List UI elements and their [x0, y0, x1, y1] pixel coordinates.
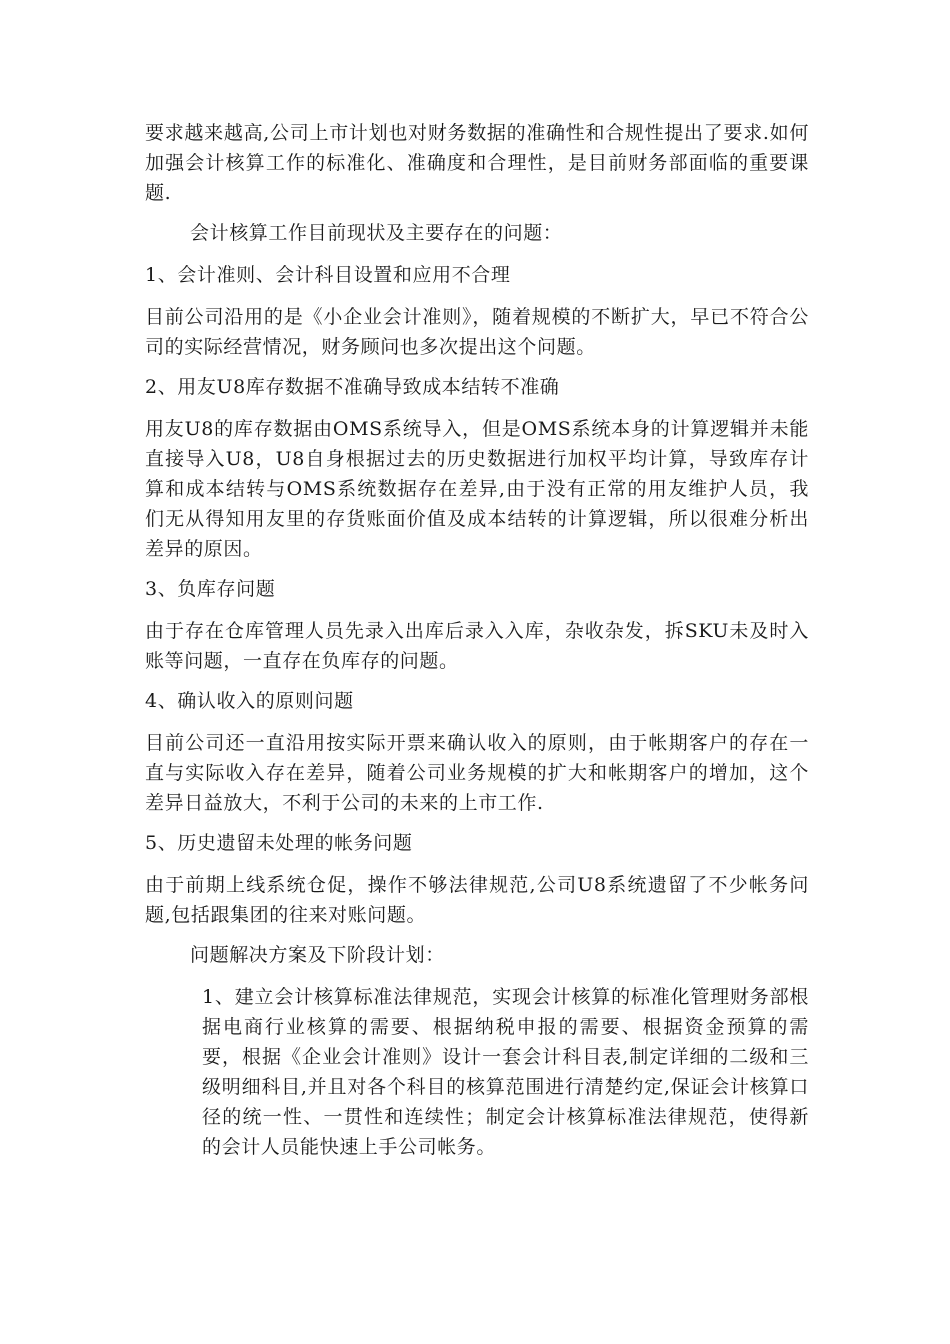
problem-2-title: 2、用友U8库存数据不准确导致成本结转不准确: [145, 376, 560, 398]
problem-3-body: 由于存在仓库管理人员先录入出库后录入入库，杂收杂发，拆SKU未及时入账等问题，一直存在负库存的问题。: [145, 620, 809, 672]
problem-4-title: 4、确认收入的原则问题: [145, 690, 354, 712]
problem-5-title: 5、历史遗留未处理的帐务问题: [145, 832, 413, 854]
problem-3-title: 3、负库存问题: [145, 578, 276, 600]
problem-2-body: 用友U8的库存数据由OMS系统导入，但是OMS系统本身的计算逻辑并未能直接导入U8，U8自身根据过去的历史数据进行加权平均计算，导致库存计算和成本结转与OMS系统数据存在差异,由于没有正常的用友维护人员，我们无从得知用友里的存货账面价值及成本结转的计算逻辑，所以很难分析出差异的原因。: [145, 418, 809, 560]
intro-paragraph: 要求越来越高,公司上市计划也对财务数据的准确性和合规性提出了要求.如何加强会计核算工作的标准化、准确度和合理性，是目前财务部面临的重要课题.: [145, 122, 809, 204]
plan-heading: 问题解决方案及下阶段计划：: [190, 944, 445, 966]
problem-5-body: 由于前期上线系统仓促，操作不够法律规范,公司U8系统遗留了不少帐务问题,包括跟集团的往来对账问题。: [145, 874, 809, 926]
problem-1-title: 1、会计准则、会计科目设置和应用不合理: [145, 264, 511, 286]
problem-1-body: 目前公司沿用的是《小企业会计准则》，随着规模的不断扩大，早已不符合公司的实际经营情况，财务顾问也多次提出这个问题。: [145, 306, 809, 358]
document-page: [145, 118, 809, 1172]
problem-4-body: 目前公司还一直沿用按实际开票来确认收入的原则，由于帐期客户的存在一直与实际收入存在差异，随着公司业务规模的扩大和帐期客户的增加，这个差异日益放大，不利于公司的未来的上市工作.: [145, 732, 809, 814]
status-heading: 会计核算工作目前现状及主要存在的问题：: [190, 222, 563, 244]
plan-item-1: 1、建立会计核算标准法律规范，实现会计核算的标准化管理财务部根据电商行业核算的需要、根据纳税申报的需要、根据资金预算的需要，根据《企业会计准则》设计一套会计科目表,制定详细的二级和三级明细科目,并且对各个科目的核算范围进行清楚约定,保证会计核算口径的统一性、一贯性和连续性；制定会计核算标准法律规范，使得新的会计人员能快速上手公司帐务。: [202, 986, 809, 1158]
